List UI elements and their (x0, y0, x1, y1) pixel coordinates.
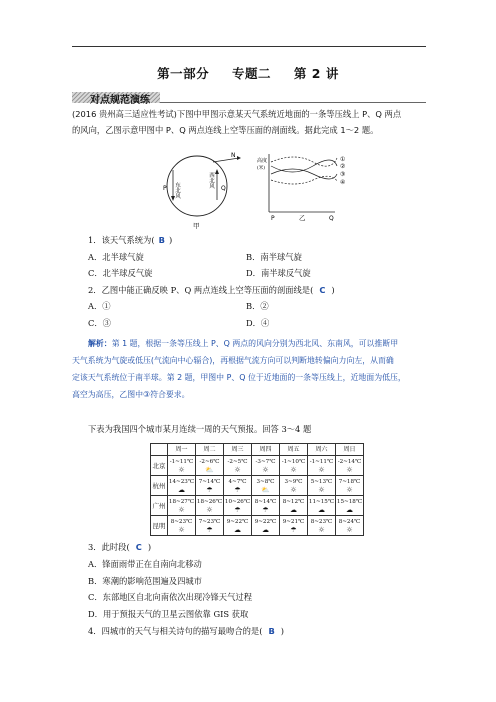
curve-label-3: ③ (340, 171, 346, 178)
forecast-cell: 3~8℃ ⛅ (252, 476, 280, 496)
table-row (151, 476, 364, 496)
table-row (151, 456, 364, 476)
table-row (151, 496, 364, 516)
left-arrow-label: 东北风 (174, 182, 180, 199)
q2-stem: 2．乙图中能正确反映 P、Q 两点连线上空等压面的剖面线是( C ) (88, 285, 335, 295)
title-lecture: 第 2 讲 (293, 66, 339, 81)
weather-icon: ☼ (318, 525, 325, 534)
q3-option-c: C．东部地区自北向南依次出现冷锋天气过程 (88, 592, 252, 602)
table-intro: 下表为我国四个城市某月连续一周的天气预报。回答 3～4 题 (88, 424, 312, 434)
forecast-cell: 10~26℃ ☂ (224, 496, 252, 516)
weather-icon: ☁ (346, 505, 353, 514)
forecast-cell: -1~11℃ ☼ (168, 456, 196, 476)
north-arrowhead (237, 156, 241, 160)
q2-answer: C (319, 285, 326, 295)
weather-icon: ☼ (318, 465, 325, 474)
caption-jia: 甲 (193, 222, 200, 230)
forecast-cell: 15~18℃ ☁ (336, 496, 364, 516)
forecast-cell: -2~14℃ ☼ (336, 456, 364, 476)
figure-jia (155, 150, 255, 232)
q1-option-a: A．北半球气旋 (88, 252, 144, 262)
forecast-cell: 8~14℃ ☂ (252, 496, 280, 516)
city-cell: 杭州 (151, 476, 168, 496)
q1-option-c: C．北半球反气旋 (88, 268, 153, 278)
forecast-cell: 11~15℃ ☁ (308, 496, 336, 516)
weather-icon: ☼ (206, 505, 213, 514)
caption-yi: 乙 (299, 214, 306, 222)
day-header: 周四 (252, 444, 280, 456)
section-rule (160, 102, 426, 103)
point-q-label: Q (221, 185, 226, 192)
section-banner (72, 92, 426, 106)
title-topic: 专题二 (232, 66, 272, 81)
section-title: 对点规范演练 (90, 95, 150, 106)
y-label-2: (米) (257, 166, 266, 171)
weather-icon: ☼ (346, 485, 353, 494)
forecast-cell: 9~22℃ ☁ (224, 516, 252, 536)
explanation-line2: 天气系统为气旋或低压(气流向中心辐合)，再根据气流方向可以判断地转偏向力向左，从而确 (72, 356, 394, 365)
q1-option-d: D．南半球反气旋 (246, 268, 311, 278)
explanation-line1: 第 1 题，根据一条等压线上 P、Q 两点的风向分别为西北风、东南风，可以推断甲 (111, 339, 399, 348)
weather-icon: ☁ (262, 525, 269, 534)
day-header: 周日 (336, 444, 364, 456)
weather-icon: ☂ (206, 485, 213, 494)
curve-3 (271, 169, 337, 179)
forecast-cell: 14~23℃ ☁ (168, 476, 196, 496)
q2-option-c: C．③ (88, 318, 111, 328)
forecast-cell: 18~27℃ ☼ (168, 496, 196, 516)
q1-answer: B (158, 235, 165, 245)
forecast-cell: 7~14℃ ☂ (196, 476, 224, 496)
explanation-label: 解析： (88, 339, 112, 348)
q2-option-a: A．① (88, 301, 111, 311)
weather-icon: ☁ (318, 505, 325, 514)
curve-label-2: ② (340, 163, 346, 170)
q3-stem: 3．此时段( C ) (88, 542, 152, 552)
weather-icon: ☼ (178, 505, 185, 514)
forecast-cell: -2~6℃ ⛅ (196, 456, 224, 476)
forecast-cell: -1~10℃ ☼ (280, 456, 308, 476)
forecast-cell: 8~23℃ ☼ (168, 516, 196, 536)
forecast-cell: -1~11℃ ☼ (308, 456, 336, 476)
forecast-cell: 8~12℃ ☁ (280, 496, 308, 516)
q1-option-b: B．南半球气旋 (246, 252, 302, 262)
table-row (151, 516, 364, 536)
point-p-label: P (163, 185, 167, 192)
weather-icon: ☼ (290, 465, 297, 474)
title-part: 第一部分 (157, 66, 210, 81)
weather-icon: ☂ (290, 525, 297, 534)
weather-icon: ☂ (262, 505, 269, 514)
curve-label-1: ① (340, 156, 346, 163)
weather-icon: ☼ (178, 525, 185, 534)
day-header: 周三 (224, 444, 252, 456)
right-arrow-label: 西北风 (208, 172, 214, 189)
intro-source: (2016 贵州高三适应性考试) (72, 109, 177, 119)
explanation-line4: 高空为高压，乙图中③符合要求。 (72, 390, 190, 399)
q2-option-b: B．② (246, 301, 269, 311)
weather-icon: ☂ (206, 525, 213, 534)
y-label-1: 高度 (257, 158, 268, 164)
q1-stem: 1．该天气系统为( B ) (88, 235, 173, 245)
day-header: 周二 (196, 444, 224, 456)
curve-4 (271, 176, 337, 184)
city-cell: 广州 (151, 496, 168, 516)
weather-icon: ☂ (234, 505, 241, 514)
table-header-row (151, 444, 364, 456)
forecast-cell: 7~23℃ ☂ (196, 516, 224, 536)
intro-line1: 下图中甲图示意某天气系统近地面的一条等压线上 P、Q 两点 (176, 109, 402, 119)
weather-icon: ☼ (234, 465, 241, 474)
forecast-cell: 8~23℃ ☼ (308, 516, 336, 536)
forecast-cell: -3~7℃ ☼ (252, 456, 280, 476)
forecast-cell: 9~21℃ ☂ (280, 516, 308, 536)
q3-option-d: D．用于预报天气的卫星云图依靠 GIS 获取 (88, 609, 249, 619)
weather-icon: ⛅ (205, 465, 214, 474)
day-header: 周一 (168, 444, 196, 456)
q4-stem: 4．四城市的天气与相关诗句的描写最吻合的是( B ) (88, 626, 285, 636)
explanation (72, 335, 428, 403)
q4-answer: B (268, 626, 275, 636)
weather-icon: ☼ (262, 465, 269, 474)
forecast-cell: 18~26℃ ☼ (196, 496, 224, 516)
q3-answer: C (135, 542, 142, 552)
figure-yi (255, 150, 365, 232)
weather-table (150, 443, 364, 536)
curve-label-4: ④ (340, 179, 346, 186)
weather-icon: ☼ (318, 485, 325, 494)
explanation-line3: 定该天气系统位于南半球。第 2 题，甲图中 P、Q 位于近地面的一条等压线上，近地面为低压， (72, 373, 406, 382)
forecast-cell: 9~22℃ ☁ (252, 516, 280, 536)
weather-icon: ⛅ (261, 485, 270, 494)
north-label: N (231, 152, 236, 159)
forecast-cell: 4~7℃ ☂ (224, 476, 252, 496)
q2-option-d: D．④ (246, 318, 270, 328)
weather-icon: ☼ (346, 525, 353, 534)
x-label-p: P (271, 215, 275, 222)
city-cell: 昆明 (151, 516, 168, 536)
city-cell: 北京 (151, 456, 168, 476)
weather-icon: ☁ (178, 485, 185, 494)
intro-line2: 的风向，乙图示意甲图中 P、Q 两点连线上空等压面的剖面线。据此完成 1～2 题。 (72, 125, 379, 135)
curve-1 (271, 157, 337, 166)
weather-icon: ☁ (234, 525, 241, 534)
q3-option-a: A．锋面雨带正在自南向北移动 (88, 559, 202, 569)
forecast-cell: 8~24℃ ☼ (336, 516, 364, 536)
weather-icon: ☁ (290, 505, 297, 514)
q3-option-b: B．寒潮的影响范围遍及四城市 (88, 576, 202, 586)
weather-icon: ☼ (346, 465, 353, 474)
forecast-cell: 3~9℃ ☼ (280, 476, 308, 496)
x-label-q: Q (329, 215, 334, 222)
header-rule (72, 46, 426, 47)
corner-cell (151, 444, 168, 456)
forecast-cell: 7~18℃ ☼ (336, 476, 364, 496)
forecast-cell: 5~13℃ ☼ (308, 476, 336, 496)
weather-icon: ☼ (290, 485, 297, 494)
page-title (0, 64, 496, 82)
day-header: 周五 (280, 444, 308, 456)
forecast-cell: -2~5℃ ☼ (224, 456, 252, 476)
intro-paragraph (72, 106, 428, 138)
right-arrowhead (215, 169, 219, 174)
weather-icon: ☼ (178, 465, 185, 474)
weather-icon: ☂ (234, 485, 241, 494)
day-header: 周六 (308, 444, 336, 456)
